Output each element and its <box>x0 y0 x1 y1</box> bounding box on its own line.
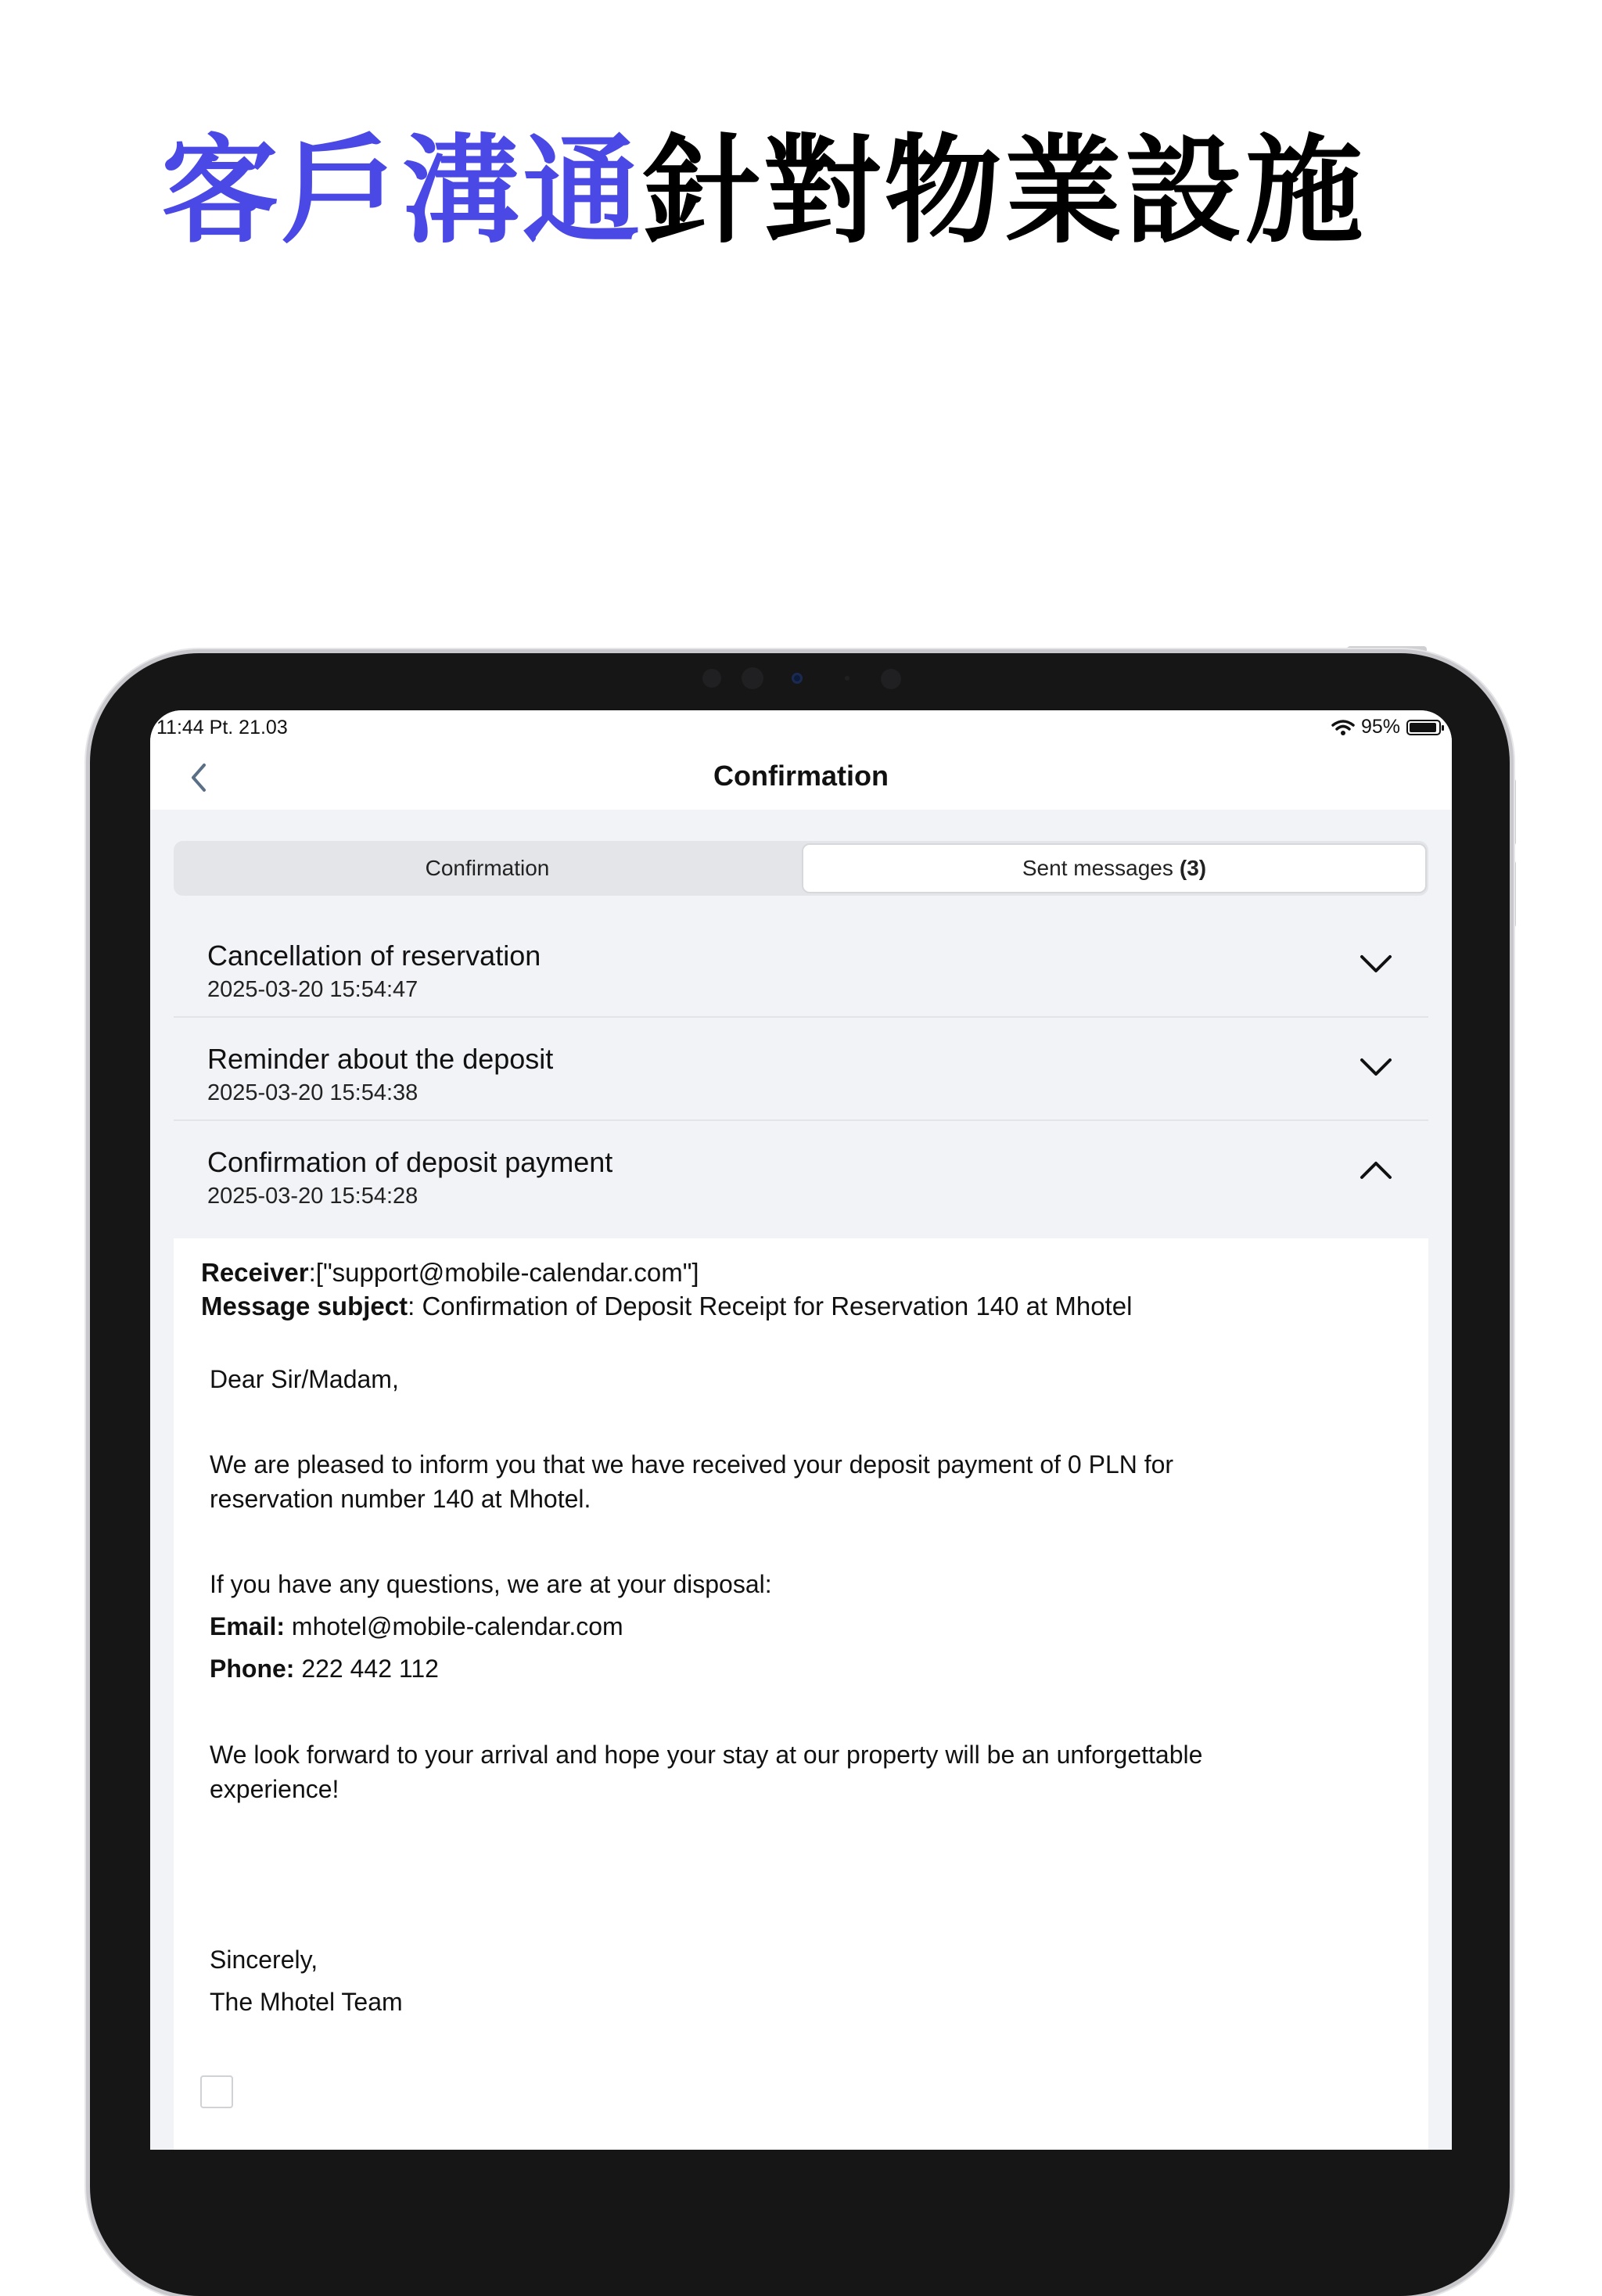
marketing-headline <box>161 117 1366 266</box>
paragraph-line: We look forward to your arrival and hope your stay at our property will be an unforgettable <box>210 1741 1203 1769</box>
status-indicators <box>1331 716 1441 738</box>
battery-percent: 95% <box>1360 716 1400 738</box>
sensor-dot <box>702 669 721 688</box>
page-title: Confirmation <box>713 760 889 792</box>
segmented-control <box>174 841 1428 896</box>
tab-confirmation-label: Confirmation <box>425 856 550 880</box>
navigation-bar <box>150 746 1452 810</box>
email-label: Email: <box>210 1612 286 1640</box>
receiver-label: Receiver <box>201 1258 309 1287</box>
headline-rest: 針對物業設施 <box>643 124 1367 260</box>
headline-highlight: 客戶溝通 <box>161 124 644 260</box>
chevron-down-icon[interactable] <box>1359 1057 1393 1077</box>
questions-text: If you have any questions, we are at your disposal: <box>210 1570 772 1598</box>
email-value[interactable]: mhotel@mobile-calendar.com <box>285 1612 623 1640</box>
message-item[interactable] <box>174 916 1428 1018</box>
device-screen <box>150 710 1452 2150</box>
front-camera <box>792 673 803 684</box>
message-title: Confirmation of deposit payment <box>207 1146 613 1178</box>
message-title: Reminder about the deposit <box>207 1043 554 1075</box>
phone-line <box>210 1651 439 1686</box>
message-date: 2025-03-20 15:54:28 <box>207 1184 418 1209</box>
status-time: 11:44 Pt. 21.03 <box>156 717 288 738</box>
subject-line <box>201 1292 1132 1321</box>
message-date: 2025-03-20 15:54:38 <box>207 1080 418 1105</box>
volume-up-button <box>1510 778 1516 846</box>
message-detail <box>174 1238 1428 2150</box>
sensor-dot <box>845 676 849 681</box>
sent-messages-count: (3) <box>1179 856 1207 880</box>
sensor-dot <box>881 669 901 689</box>
wifi-icon <box>1331 719 1355 736</box>
tab-sent-messages-label: Sent messages <box>1022 856 1173 880</box>
signoff: Sincerely, <box>210 1946 318 1974</box>
phone-label: Phone: <box>210 1655 295 1683</box>
message-date: 2025-03-20 15:54:47 <box>207 977 418 1002</box>
receiver-value: :["support@mobile-calendar.com"] <box>308 1258 699 1287</box>
paragraph-line: We are pleased to inform you that we have received your deposit payment of 0 PLN for <box>210 1450 1174 1479</box>
chevron-down-icon[interactable] <box>1359 954 1393 974</box>
email-line <box>210 1609 623 1644</box>
chevron-up-icon[interactable] <box>1359 1160 1393 1180</box>
greeting: Dear Sir/Madam, <box>210 1365 399 1393</box>
paragraph-line: reservation number 140 at Mhotel. <box>210 1485 591 1513</box>
sensor-dot <box>742 667 763 689</box>
message-item[interactable] <box>174 1123 1428 1224</box>
battery-icon <box>1406 720 1441 735</box>
volume-down-button <box>1510 861 1516 928</box>
checkbox[interactable] <box>200 2075 233 2108</box>
power-button <box>1347 646 1427 653</box>
paragraph-deposit <box>210 1447 1173 1516</box>
signature: The Mhotel Team <box>210 1988 403 2016</box>
message-item[interactable] <box>174 1019 1428 1121</box>
receiver-line <box>201 1258 699 1288</box>
paragraph-closing <box>210 1737 1202 1806</box>
subject-label: Message subject <box>201 1292 408 1320</box>
status-bar <box>150 710 1452 746</box>
tab-sent-messages[interactable] <box>802 843 1427 893</box>
paragraph-line: experience! <box>210 1775 339 1803</box>
tab-confirmation[interactable] <box>174 841 801 896</box>
subject-value: : Confirmation of Deposit Receipt for Reservation 140 at Mhotel <box>408 1292 1133 1320</box>
phone-value[interactable]: 222 442 112 <box>294 1655 439 1683</box>
message-title: Cancellation of reservation <box>207 940 541 972</box>
